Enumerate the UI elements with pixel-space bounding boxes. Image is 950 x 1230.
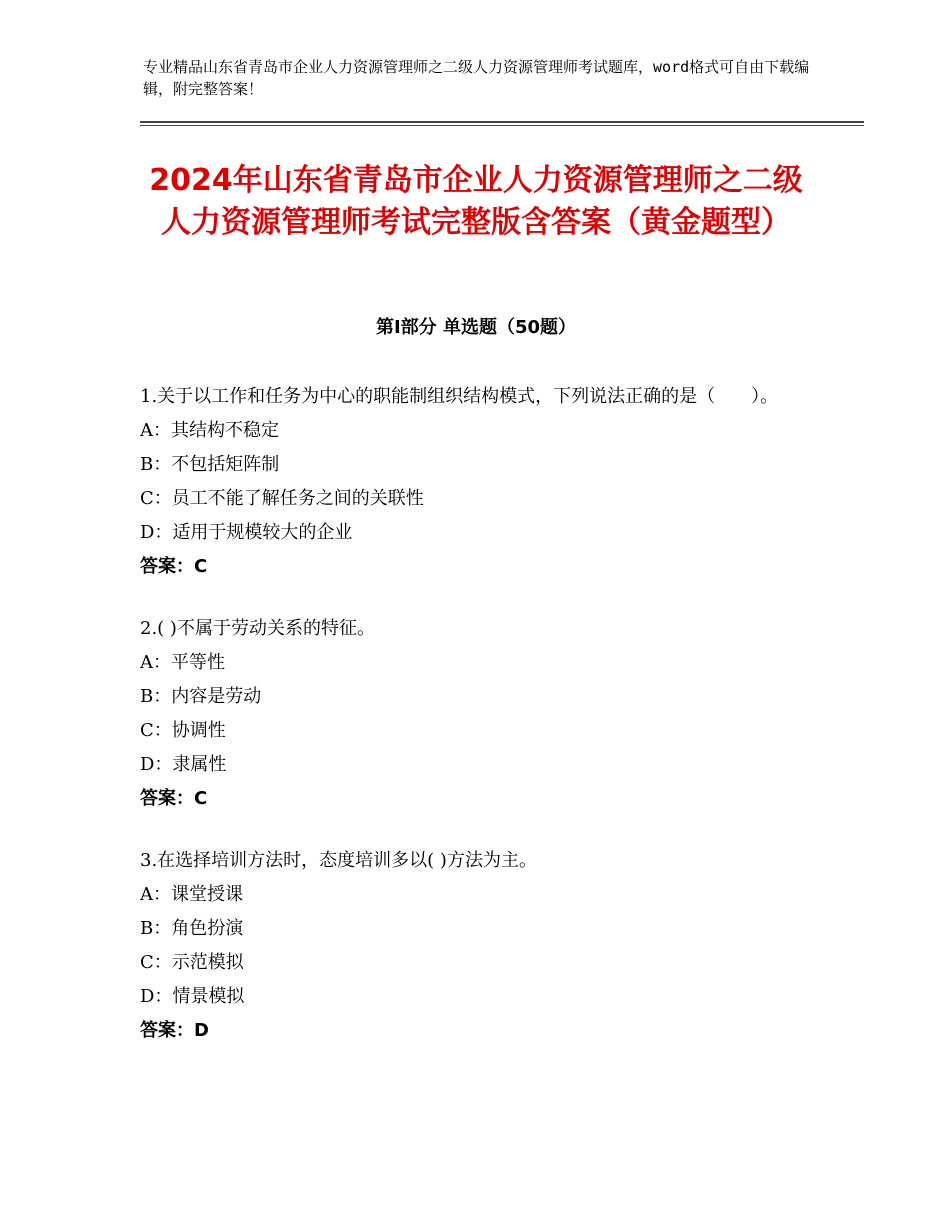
option-b: B：内容是劳动: [140, 686, 262, 707]
option-c: C：协调性: [140, 720, 226, 741]
document-title: 2024年山东省青岛市企业人力资源管理师之二级人力资源管理师考试完整版含答案（黄金题型）: [149, 163, 803, 240]
question-2: [140, 612, 820, 816]
option-c: C：员工不能了解任务之间的关联性: [140, 488, 424, 509]
question-stem: 2.( )不属于劳动关系的特征。: [140, 618, 375, 639]
answer: 答案：C: [140, 556, 208, 577]
option-d: D：隶属性: [140, 754, 227, 775]
option-a: A：平等性: [140, 652, 225, 673]
option-b: B：角色扮演: [140, 918, 244, 939]
question-list: [140, 380, 820, 1076]
section-title: 第Ⅰ部分 单选题（50题）: [375, 317, 576, 338]
option-d: D：适用于规模较大的企业: [140, 522, 353, 543]
question-3: [140, 844, 820, 1048]
question-stem: 1.关于以工作和任务为中心的职能制组织结构模式，下列说法正确的是（ ）。: [140, 386, 779, 407]
option-c: C：示范模拟: [140, 952, 244, 973]
question-stem: 3.在选择培训方法时，态度培训多以( )方法为主。: [140, 850, 537, 871]
option-b: B：不包括矩阵制: [140, 454, 280, 475]
answer: 答案：C: [140, 788, 208, 809]
header-rule-thick: [140, 121, 864, 123]
header-note: 专业精品山东省青岛市企业人力资源管理师之二级人力资源管理师考试题库，word格式可自由下载编辑，附完整答案！: [143, 58, 810, 98]
question-1: [140, 380, 820, 584]
header-rule-thin: [140, 125, 864, 126]
option-a: A：课堂授课: [140, 884, 243, 905]
option-a: A：其结构不稳定: [140, 420, 279, 441]
option-d: D：情景模拟: [140, 986, 245, 1007]
answer: 答案：D: [140, 1020, 209, 1041]
